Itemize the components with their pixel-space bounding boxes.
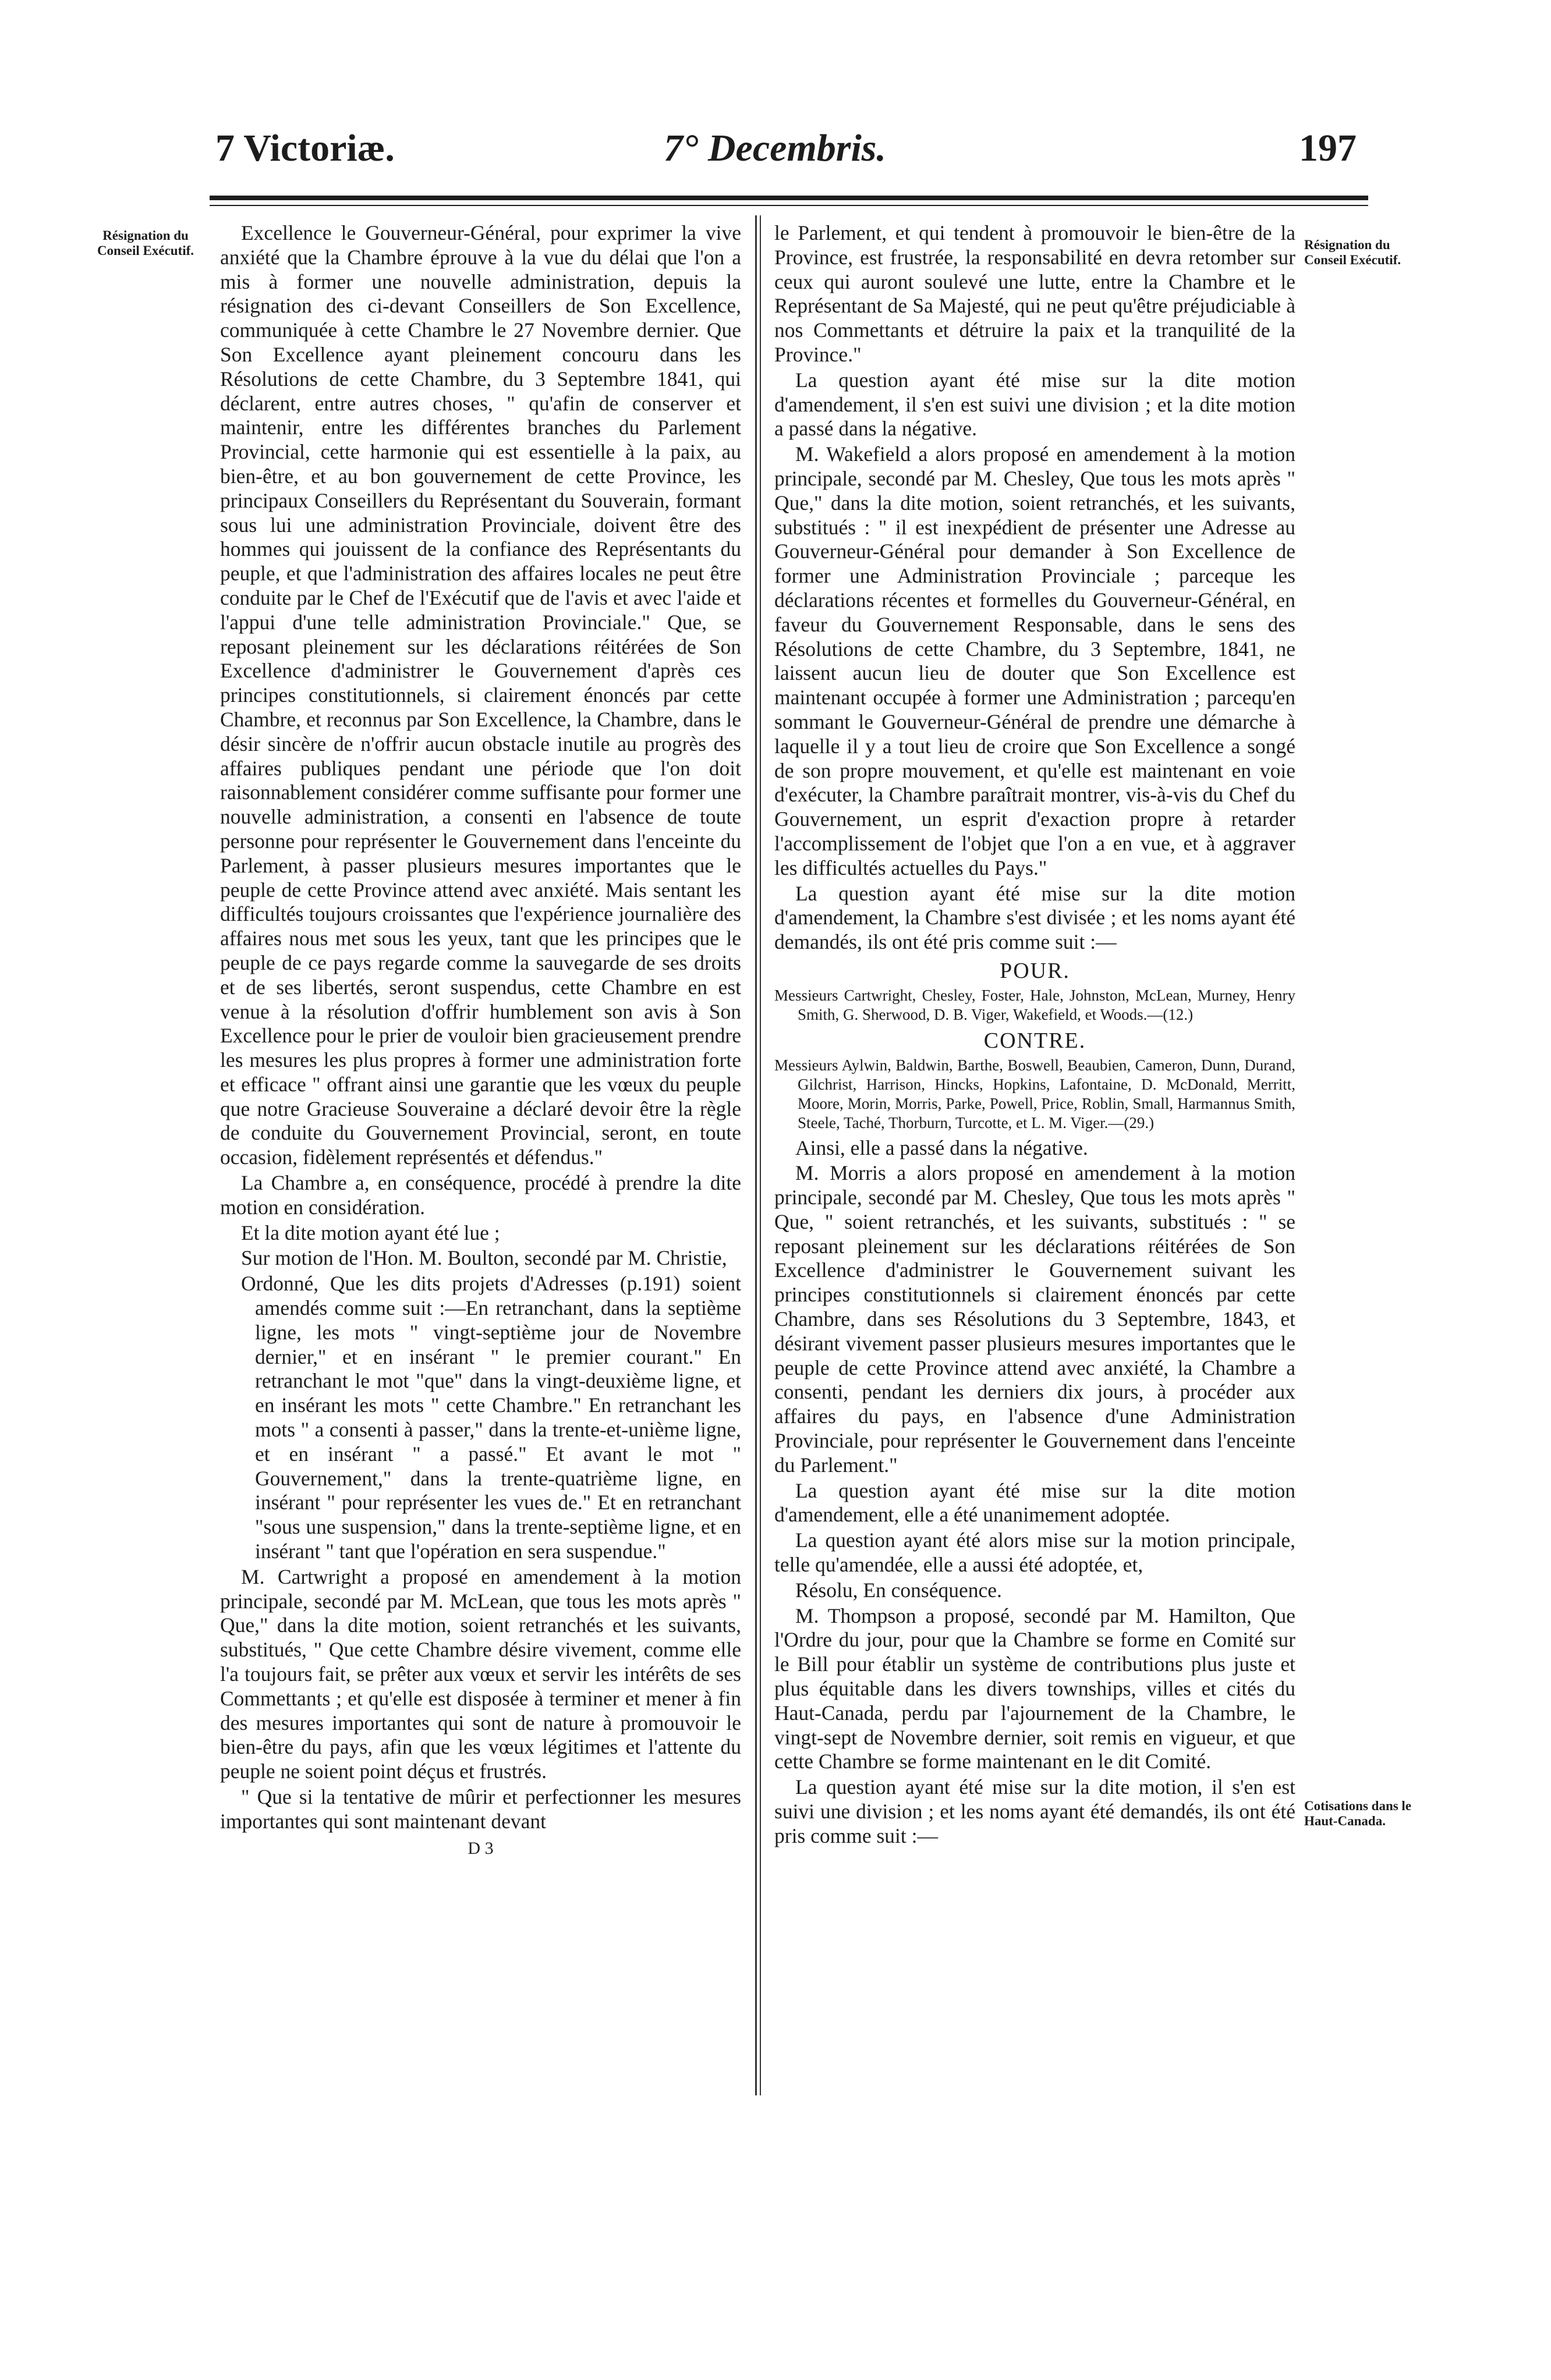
left-column	[220, 221, 741, 1861]
right-paragraph-resolu: Résolu, En conséquence.	[795, 1578, 1002, 1602]
margin-note-left: Résignation du Conseil Exécutif.	[97, 228, 194, 258]
right-paragraph: La question ayant été mise sur la dite motion d'amendement, elle a été unanimement adoptée.	[774, 1478, 1295, 1527]
header-rule-thin	[210, 205, 1368, 206]
column-divider	[755, 215, 757, 2095]
right-column	[774, 221, 1295, 1850]
left-paragraph: Sur motion de l'Hon. M. Boulton, secondé par M. Christie,	[241, 1246, 727, 1270]
right-paragraph: La question ayant été mise sur la dite motion, il s'en est suivi une division ; et les noms ayant été demandés, ils ont été pris comme suit :—	[774, 1775, 1295, 1847]
left-paragraph-ordonne: Ordonné, Que les dits projets d'Adresses (p.191) soient amendés comme suit :—En retranchant, dans la septième ligne, les mots " vingt-septième jour de Novembre dernier," et en insérant " le premier courant." En retranchant le mot "que" dans la vingt-deuxième ligne, et en insérant les mots " cette Chambre." En retranchant les mots " a consenti à passer," dans la trente-et-unième ligne, et en insérant " a passé." Et avant le mot " Gouvernement," dans la trente-quatrième ligne, en insérant " pour représenter les vues de." Et en retranchant "sous une suspension," dans la trente-septième ligne, et en insérant " tant que l'opération en sera suspendue."	[241, 1272, 741, 1563]
vote-names-pour: Messieurs Cartwright, Chesley, Foster, Hale, Johnston, McLean, Murney, Henry Smith, G. Sherwood, D. B. Viger, Wakefield, et Woods.—(12.)	[774, 986, 1295, 1023]
header-rule-thick	[210, 196, 1368, 200]
margin-note-right: Résignation du Conseil Exécutif.	[1304, 237, 1401, 267]
right-paragraph: Ainsi, elle a passé dans la négative.	[795, 1136, 1088, 1159]
left-paragraph: La Chambre a, en conséquence, procédé à prendre la dite motion en considération.	[220, 1171, 741, 1219]
right-paragraph: le Parlement, et qui tendent à promouvoir le bien-être de la Province, est frustrée, la responsabilité en devra retomber sur ceux qui auront soulevé une lutte, entre la Chambre et le Représentant de Sa Majesté, qui ne peut qu'être préjudiciable à nos Commettants et détruire la paix et la tranquilité de la Province."	[774, 221, 1295, 366]
right-paragraph: La question ayant été mise sur la dite motion d'amendement, il s'en est suivi une division ; et la dite motion a passé dans la négative.	[774, 368, 1295, 441]
right-paragraph: La question ayant été mise sur la dite motion d'amendement, la Chambre s'est divisée ; et les noms ayant été demandés, ils ont été pris comme suit :—	[774, 881, 1295, 954]
header-year: 7 Victoriæ.	[215, 127, 395, 169]
left-paragraph: Excellence le Gouverneur-Général, pour exprimer la vive anxiété que la Chambre éprouve à la vue du délai que l'on a mis à former une nouvelle administration, depuis la résignation des ci-devant Conseillers de Son Excellence, communiquée à cette Chambre le 27 Novembre dernier. Que Son Excellence ayant pleinement concouru dans les Résolutions de cette Chambre, du 3 Septembre 1841, qui déclarent, entre autres choses, " qu'afin de conserver et maintenir, entre les différentes branches du Parlement Provincial, cette harmonie qui est essentielle à la paix, au bien-être, et au bon gouvernement de cette Province, les principaux Conseillers du Représentant du Souverain, formant sous lui une administration Provinciale, doivent être des hommes qui jouissent de la confiance des Représentants du peuple, et que l'administration des affaires locales ne peut être conduite par le Chef de l'Exécutif que de l'avis et avec l'aide et l'appui d'une telle administration Provinciale." Que, se reposant pleinement sur les déclarations réitérées de Son Excellence d'administrer le Gouvernement d'après ces principes constitutionnels, si clairement énoncés par cette Chambre, et reconnus par Son Excellence, la Chambre, dans le désir sincère de n'offrir aucun obstacle inutile au progrès des affaires publiques pendant une période que l'on doit raisonnablement considérer comme suffisante pour former une nouvelle administration, a consenti en l'absence de toute personne pour représenter le Gouvernement dans l'enceinte du Parlement, à passer plusieurs mesures importantes que le peuple de cette Province attend avec anxiété. Mais sentant les difficultés toujours croissantes que l'expérience journalière des affaires nous met sous les yeux, tant que les principes que le peuple de ce pays regarde comme la sauvegarde de ses droits et de ses libertés, seront suspendus, cette Chambre en est venue à la résolution d'offrir humblement son avis à Son Excellence pour le prier de vouloir bien gracieusement prendre les mesures les plus propres à former une administration forte et efficace " offrant ainsi une garantie que les vœux du peuple que notre Gracieuse Souveraine a déclaré devoir être la règle de conduite du Gouvernement Provincial, seront, en toute occasion, fidèlement représentés et défendus."	[220, 221, 741, 1169]
right-paragraph: M. Morris a alors proposé en amendement à la motion principale, secondé par M. Chesley, Que tous les mots après " Que, " soient retranchés, et les suivants, substitués : " se reposant pleinement sur les déclarations réitérées de Son Excellence d'administrer le Gouvernement suivant les principes constitutionnels si clairement énoncés par cette Chambre, dans ses Résolutions du 3 Septembre, 1843, et désirant vivement passer plusieurs mesures importantes que le peuple de cette Province attend avec anxiété, la Chambre a consenti, pendant les derniers dix jours, à procéder aux affaires du pays, en l'absence d'une Administration Provinciale, pour représenter le Gouvernement dans l'enceinte du Parlement."	[774, 1161, 1295, 1477]
vote-heading-contre: CONTRE.	[983, 1028, 1086, 1053]
page-number: 197	[1299, 127, 1357, 169]
column-divider-inner	[760, 215, 761, 2095]
running-header	[210, 119, 1357, 178]
signature-mark: D 3	[468, 1838, 494, 1858]
vote-names-contre: Messieurs Aylwin, Baldwin, Barthe, Boswell, Beaubien, Cameron, Dunn, Durand, Gilchrist, Harrison, Hincks, Hopkins, Lafontaine, D. McDonald, Merritt, Moore, Morin, Morris, Parke, Powell, Price, Roblin, Small, Harmannus Smith, Steele, Taché, Thorburn, Turcotte, et L. M. Viger.—(29.)	[774, 1056, 1295, 1132]
right-paragraph: M. Wakefield a alors proposé en amendement à la motion principale, secondé par M. Chesley, Que tous les mots après " Que," dans la dite motion, soient retranchés, et les suivants, substitués : " il est inexpédient de présenter une Adresse au Gouverneur-Général pour demander à Son Excellence de former une Administration Provinciale ; parceque les déclarations récentes et formelles du Gouverneur-Général, en faveur du Gouvernement Responsable, dans le sens des Résolutions de cette Chambre, du 3 Septembre, 1841, ne laissent aucun lieu de douter que Son Excellence est maintenant occupée à former une Administration ; parcequ'en sommant le Gouverneur-Général de prendre une démarche à laquelle il y a tout lieu de croire que Son Excellence a songé de son propre mouvement, et qu'elle est maintenant en voie d'exécuter, la Chambre paraîtrait montrer, vis-à-vis du Chef du Gouvernement, un esprit d'exaction propre à retarder l'accomplissement de l'objet que l'on a en vue, et à aggraver les difficultés actuelles du Pays."	[774, 442, 1295, 879]
left-paragraph: " Que si la tentative de mûrir et perfectionner les mesures importantes qui sont maintenant devant	[220, 1785, 741, 1833]
vote-heading-pour: POUR.	[1000, 958, 1070, 983]
margin-note-right-cotisations: Cotisations dans le Haut-Canada.	[1304, 1799, 1412, 1828]
header-date: 7° Decembris.	[664, 127, 886, 169]
left-paragraph: Et la dite motion ayant été lue ;	[241, 1221, 500, 1244]
right-paragraph: La question ayant été alors mise sur la motion principale, telle qu'amendée, elle a aussi été adoptée, et,	[774, 1528, 1295, 1577]
left-paragraph: M. Cartwright a proposé en amendement à la motion principale, secondé par M. McLean, que tous les mots après " Que," dans la dite motion, soient retranchés et les suivants, substitués, " Que cette Chambre désire vivement, comme elle l'a toujours fait, se prêter aux vœux et servir les intérêts de ses Commettants ; et qu'elle est disposée à terminer et mener à fin des mesures importantes qui sont de nature à promouvoir le bien-être du pays, afin que les vœux légitimes et l'attente du peuple ne soient point déçus et frustrés.	[220, 1565, 741, 1783]
right-paragraph: M. Thompson a proposé, secondé par M. Hamilton, Que l'Ordre du jour, pour que la Chambre se forme en Comité sur le Bill pour établir un système de contributions plus juste et plus équitable dans les divers townships, villes et cités du Haut-Canada, perdu par l'ajournement de la Chambre, le vingt-sept de Novembre dernier, soit remis en vigueur, et que cette Chambre se forme maintenant en le dit Comité.	[774, 1604, 1295, 1774]
